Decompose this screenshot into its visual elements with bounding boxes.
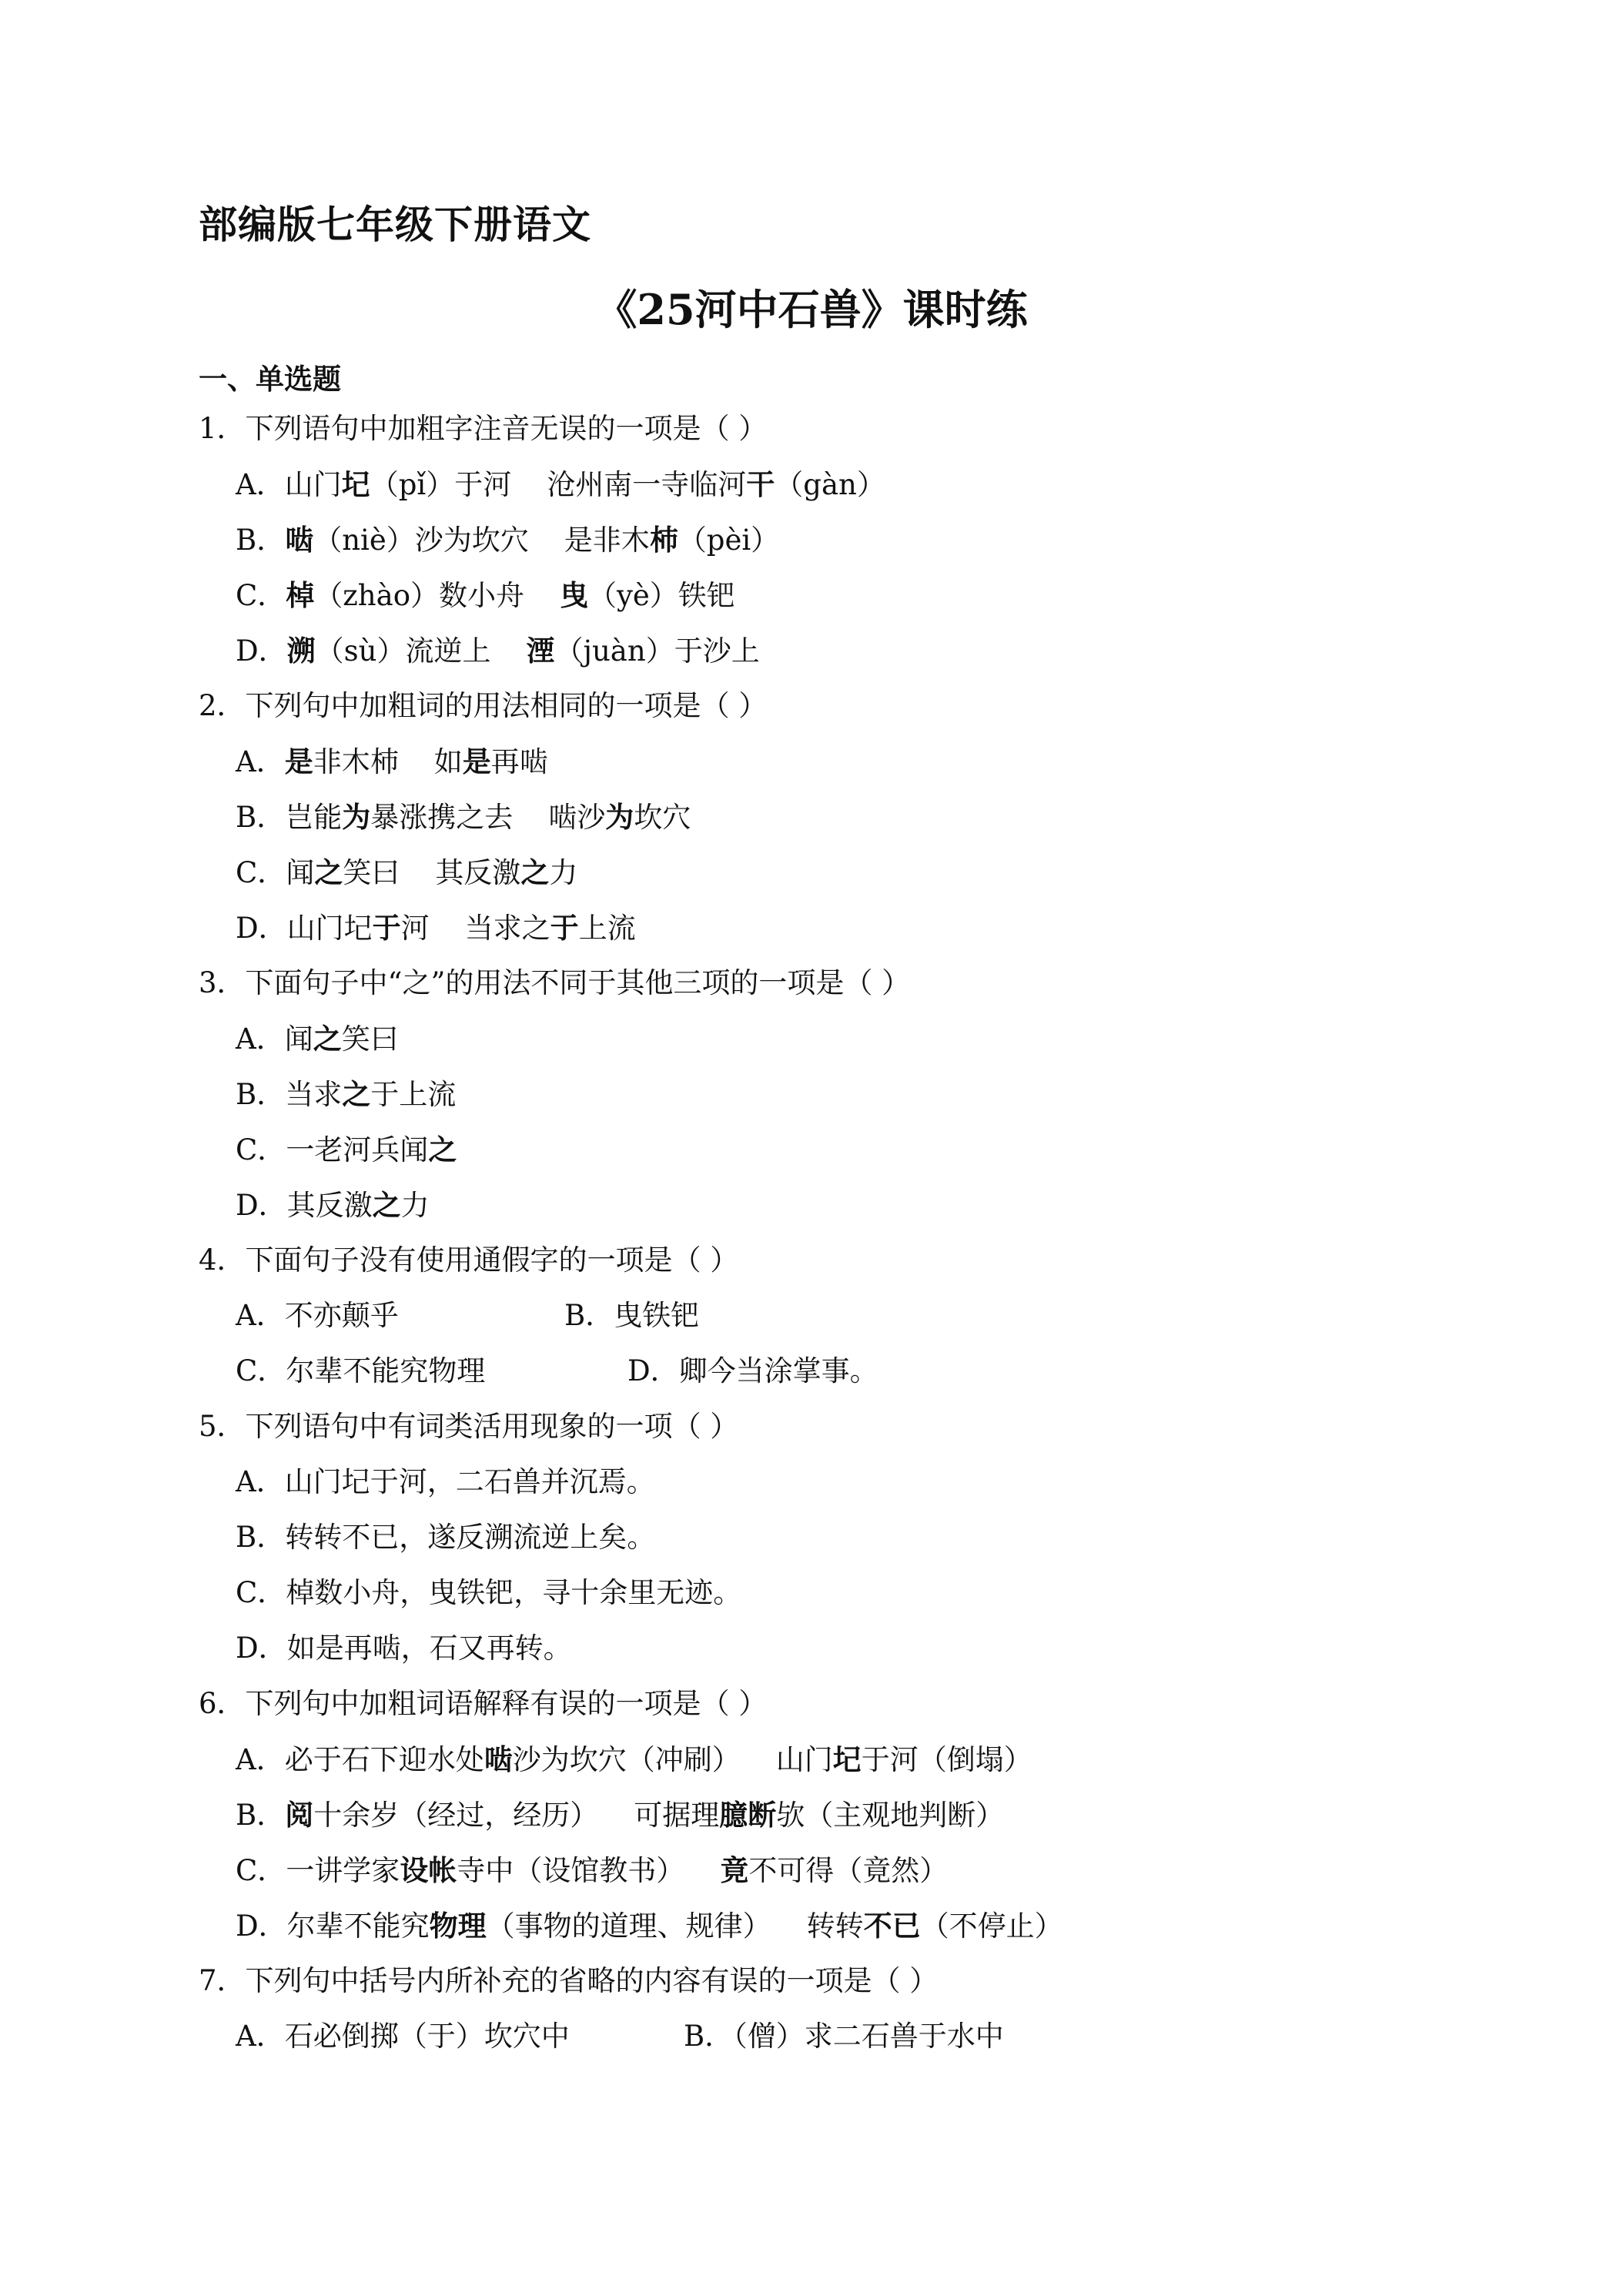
question-2-option-a: A．是非木杮 如是再啮: [236, 745, 548, 778]
question-7-option-a: A．石必倒掷（于）坎穴中: [236, 2020, 570, 2053]
question-4-stem: 4．下面句子没有使用通假字的一项是（ ）: [199, 1243, 739, 1277]
question-1-option-d: D．溯（sù）流逆上 湮（juàn）于沙上: [236, 634, 760, 668]
question-6-option-a: A．必于石下迎水处啮沙为坎穴（冲刷） 山门圮于河（倒塌）: [236, 1742, 1032, 1776]
document-title: 《25河中石兽》课时练: [595, 285, 1028, 334]
question-5-option-c: C．棹数小舟，曳铁钯，寻十余里无迹。: [236, 1576, 742, 1609]
question-3-option-a: A．闻之笑曰: [236, 1022, 399, 1056]
question-5-option-b: B．转转不已，遂反溯流逆上矣。: [236, 1521, 656, 1554]
question-1-stem: 1．下列语句中加粗字注音无误的一项是（ ）: [199, 412, 768, 445]
question-1-option-b: B．啮（niè）沙为坎穴 是非木杮（pèi）: [236, 523, 780, 557]
question-2-option-d: D．山门圮于河 当求之于上流: [236, 911, 636, 945]
question-5-option-a: A．山门圮于河，二石兽并沉焉。: [236, 1465, 655, 1498]
question-3-stem: 3．下面句子中“之”的用法不同于其他三项的一项是（ ）: [199, 966, 911, 999]
question-4-option-c: C．尔辈不能究物理: [236, 1354, 486, 1387]
question-7-option-b: B．（僧）求二石兽于水中: [684, 2020, 1004, 2053]
question-4-option-a: A．不亦颠乎: [236, 1299, 399, 1332]
question-1-option-c: C．棹（zhào）数小舟 曳（yè）铁钯: [236, 578, 735, 612]
question-2-stem: 2．下列句中加粗词的用法相同的一项是（ ）: [199, 689, 768, 722]
question-2-option-c: C．闻之笑曰 其反激之力: [236, 855, 578, 889]
question-3-option-c: C．一老河兵闻之: [236, 1133, 457, 1166]
question-5-option-d: D．如是再啮，石又再转。: [236, 1632, 572, 1665]
question-6-stem: 6．下列句中加粗词语解释有误的一项是（ ）: [199, 1687, 768, 1720]
question-6-option-c: C．一讲学家设帐寺中（设馆教书） 竟不可得（竟然）: [236, 1853, 949, 1887]
question-5-stem: 5．下列语句中有词类活用现象的一项（ ）: [199, 1410, 739, 1443]
question-1-option-a: A．山门圮（pǐ）于河 沧州南一寺临河干（gàn）: [236, 467, 885, 501]
question-3-option-d: D．其反激之力: [236, 1188, 430, 1222]
question-4-option-b: B．曳铁钯: [564, 1299, 700, 1332]
question-6-option-b: B．阅十余岁（经过，经历） 可据理臆断欤（主观地判断）: [236, 1798, 1005, 1832]
question-6-option-d: D．尔辈不能究物理（事物的道理、规律） 转转不已（不停止）: [236, 1909, 1063, 1943]
section-heading: 一、单选题: [199, 362, 341, 396]
question-4-option-d: D．卿今当涂掌事。: [627, 1354, 878, 1387]
question-7-stem: 7．下列句中括号内所补充的省略的内容有误的一项是（ ）: [199, 1964, 939, 1997]
question-3-option-b: B．当求之于上流: [236, 1077, 457, 1111]
document-header: 部编版七年级下册语文: [199, 202, 591, 247]
question-2-option-b: B．岂能为暴涨携之去 啮沙为坎穴: [236, 800, 691, 834]
